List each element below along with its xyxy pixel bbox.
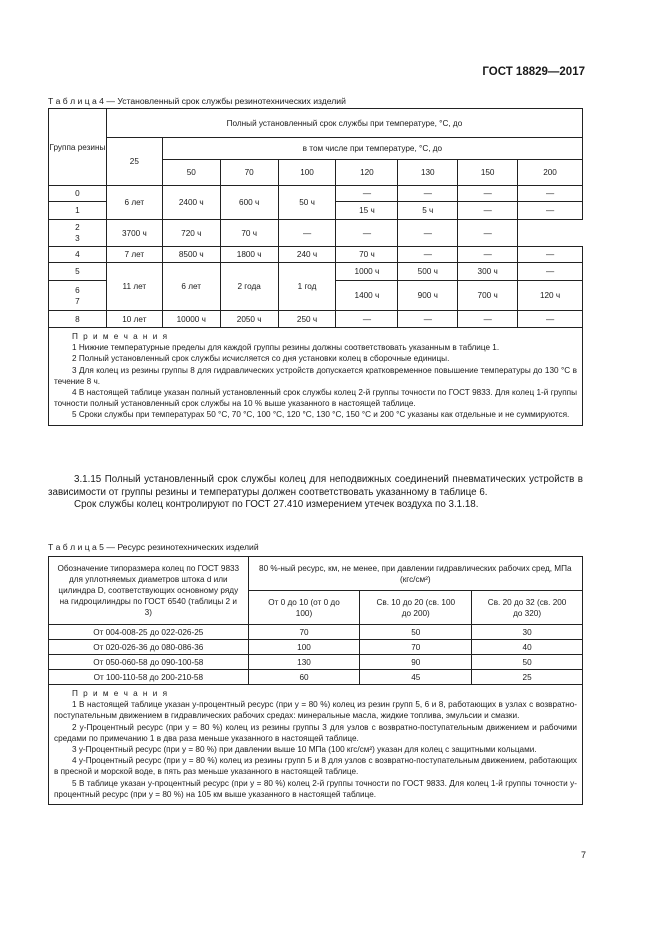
paragraph-3-1-15: 3.1.15 Полный установленный срок службы колец для неподвижных соединений пневматических устройств в зависимости от группы резины и температуры должен соответствовать указанному в таблице 6.	[48, 474, 583, 498]
size-cell: От 004-008-25 до 022-026-25	[49, 625, 249, 640]
table-cell: 2050 ч	[220, 311, 278, 328]
note-item: 1 В настоящей таблице указан у-процентный ресурс (при у = 80 %) колец из резин групп 5, 6 и 8, работающих в узлах с возвратно-поступательным движением в гидравлических рабочих средах: минеральные масла, жидкие топлива, эмульсии и смазки.	[54, 700, 577, 721]
pressure-header: От 0 до 10 (от 0 до 100)	[248, 591, 360, 625]
temp-header: 120	[336, 160, 398, 186]
page-number: 7	[580, 850, 586, 860]
table5	[48, 556, 583, 805]
table5-notes	[49, 685, 583, 805]
table4-notes	[49, 328, 583, 426]
document-code: ГОСТ 18829—2017	[482, 66, 585, 78]
table-cell: 70	[248, 625, 360, 640]
table-cell: 70 ч	[220, 220, 278, 247]
table-cell: 500 ч	[398, 263, 458, 281]
table-cell: —	[398, 247, 458, 263]
table-cell: —	[458, 186, 518, 202]
table-cell: —	[458, 202, 518, 220]
temp-header: 130	[398, 160, 458, 186]
group-cell: 0	[49, 186, 107, 202]
note-item: 3 Для колец из резины группы 8 для гидравлических устройств допускается кратковременное повышение температуры до 130 °С в течение 8 ч.	[54, 365, 577, 386]
group-cell: 4	[49, 247, 107, 263]
group-cell: 8	[49, 311, 107, 328]
size-cell: От 020-026-36 до 080-086-36	[49, 640, 249, 655]
table-cell: 6 лет	[106, 186, 162, 220]
table-cell: 50	[360, 625, 472, 640]
table-cell: 25	[472, 670, 583, 685]
table-cell: —	[398, 186, 458, 202]
temp-header: 70	[220, 160, 278, 186]
table-cell: —	[518, 247, 583, 263]
group-header: Группа резины	[49, 109, 107, 186]
note-item: 5 В таблице указан у-процентный ресурс (при у = 80 %) колец 2-й группы точности по ГОСТ 9833. Для колец 1-й группы точности у-процентный ресурс (при у = 80 %) на 105 км выше указанного в настоящей таблице.	[54, 778, 577, 799]
table4-caption: Т а б л и ц а 4 — Установленный срок службы резинотехнических изделий	[48, 96, 346, 106]
table-cell: 100	[248, 640, 360, 655]
table-cell: 10 лет	[106, 311, 162, 328]
table-cell: 11 лет	[106, 263, 162, 311]
table-cell: 720 ч	[162, 220, 220, 247]
group-cell: 1	[49, 202, 107, 220]
size-cell: От 050-060-58 до 090-100-58	[49, 655, 249, 670]
table-cell: 2 года	[220, 263, 278, 311]
table-cell: —	[398, 311, 458, 328]
table-cell: 130	[248, 655, 360, 670]
table-cell: —	[518, 263, 583, 281]
table-cell: 700 ч	[458, 281, 518, 311]
note-item: 4 у-Процентный ресурс (при у = 80 %) колец из резины групп 5 и 8 для узлов с возвратно-поступательным движением, работающих в пресной и морской воде, в пять раз меньше указанного в настоящей таблице.	[54, 756, 577, 777]
note-item: 4 В настоящей таблице указан полный установленный срок службы колец 2-й группы точности по ГОСТ 9833. Для колец 1-й группы точности полный установленный срок службы на 10 % выше указанного в настоящей таблице.	[54, 388, 577, 409]
table-cell: 900 ч	[398, 281, 458, 311]
table-cell: —	[458, 220, 518, 247]
table-cell: 5 ч	[398, 202, 458, 220]
size-cell: От 100-110-58 до 200-210-58	[49, 670, 249, 685]
table-cell: 60	[248, 670, 360, 685]
table-cell: —	[336, 186, 398, 202]
table-cell: —	[458, 247, 518, 263]
table-cell: 1 год	[278, 263, 336, 311]
note-item: 3 у-Процентный ресурс (при у = 80 %) при давлении выше 10 МПа (100 кгс/см²) указан для колец с защитными кольцами.	[72, 745, 537, 755]
table-cell: —	[518, 186, 583, 202]
table-cell: 1400 ч	[336, 281, 398, 311]
table-cell: 6 лет	[162, 263, 220, 311]
table-cell: 7 лет	[106, 247, 162, 263]
table-cell: —	[518, 311, 583, 328]
table-cell: 600 ч	[220, 186, 278, 220]
table-cell: 15 ч	[336, 202, 398, 220]
table-cell: 240 ч	[278, 247, 336, 263]
table-cell: 1800 ч	[220, 247, 278, 263]
table-cell: 2400 ч	[162, 186, 220, 220]
table-cell: 10000 ч	[162, 311, 220, 328]
pressure-header: Св. 10 до 20 (св. 100 до 200)	[360, 591, 472, 625]
table-cell: —	[458, 311, 518, 328]
note-item: 1 Нижние температурные пределы для каждой группы резины должны соответствовать указанным в таблице 1.	[72, 343, 500, 353]
table-cell: 40	[472, 640, 583, 655]
table-cell: 90	[360, 655, 472, 670]
temp-header: 100	[278, 160, 336, 186]
group-cell: 2 3	[49, 220, 107, 247]
note-item: 2 у-Процентный ресурс (при у = 80 %) колец из резины группы 3 для узлов с возвратно-поступательным движением и рабочими средами по примечанию 1 в два раза меньше указанного в настоящей таблице.	[54, 722, 577, 743]
table-cell: —	[398, 220, 458, 247]
incl-temp-header: в том числе при температуре, °С, до	[162, 138, 582, 160]
notes-title: П р и м е ч а н и я	[72, 332, 169, 341]
table-cell: 250 ч	[278, 311, 336, 328]
table-cell: 30	[472, 625, 583, 640]
temp-header: 200	[518, 160, 583, 186]
table-cell: 50 ч	[278, 186, 336, 220]
table4	[48, 108, 583, 426]
table-cell: —	[336, 220, 398, 247]
table-cell: —	[518, 202, 583, 220]
group-cell: 6 7	[49, 281, 107, 311]
paragraph-control: Срок службы колец контролируют по ГОСТ 27.410 измерением утечек воздуха по 3.1.18.	[74, 499, 479, 511]
table-cell: 8500 ч	[162, 247, 220, 263]
table-cell: 70	[360, 640, 472, 655]
table-cell: —	[278, 220, 336, 247]
table-cell: 45	[360, 670, 472, 685]
table-cell: —	[336, 311, 398, 328]
table-cell: 3700 ч	[106, 220, 162, 247]
table5-caption: Т а б л и ц а 5 — Ресурс резинотехнических изделий	[48, 542, 259, 552]
table-cell: 120 ч	[518, 281, 583, 311]
full-life-header: Полный установленный срок службы при температуре, °С, до	[106, 109, 582, 138]
table-cell: 70 ч	[336, 247, 398, 263]
temp-header: 50	[162, 160, 220, 186]
group-cell: 5	[49, 263, 107, 281]
note-item: 2 Полный установленный срок службы исчисляется со дня установки колец в сборочные единицы.	[72, 354, 450, 364]
table-cell: 1000 ч	[336, 263, 398, 281]
notes-title: П р и м е ч а н и я	[72, 689, 169, 698]
note-item: 5 Сроки службы при температурах 50 °С, 70 °С, 100 °С, 120 °С, 130 °С, 150 °С и 200 °С указаны как отдельные и не суммируются.	[72, 410, 570, 420]
temp-header: 150	[458, 160, 518, 186]
table-cell: 300 ч	[458, 263, 518, 281]
table-cell: 50	[472, 655, 583, 670]
pressure-header: Св. 20 до 32 (св. 200 до 320)	[472, 591, 583, 625]
resource-header: 80 %-ный ресурс, км, не менее, при давлении гидравлических рабочих сред, МПа (кгс/см²)	[248, 557, 582, 591]
size-header: Обозначение типоразмера колец по ГОСТ 9833 для уплотняемых диаметров штока d или цилиндра D, соответствующих основному ряду на гидроцилиндры по ГОСТ 6540 (таблицы 2 и 3)	[49, 557, 249, 625]
body-text	[48, 474, 583, 512]
temp-25-header: 25	[106, 138, 162, 186]
